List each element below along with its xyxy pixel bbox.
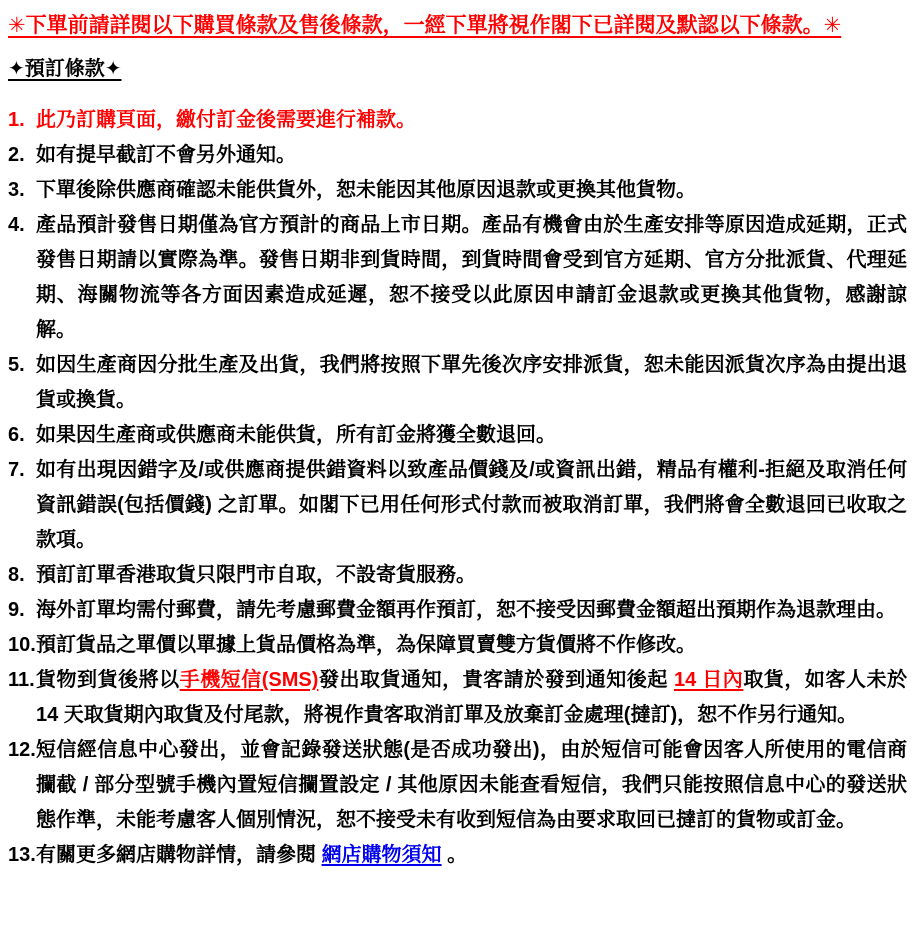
term-11-text-c: 取貨，如客人未於14 天取貨期內取貨及付尾款，將視作貴客取消訂單及放棄訂金處理(撻訂)，恕不作另行通知。	[36, 669, 907, 726]
term-number-8: 8.	[8, 564, 25, 586]
pickup-deadline-highlight: 14 日內	[673, 669, 744, 691]
section-title-row	[8, 56, 907, 82]
term-item-2	[8, 138, 907, 173]
term-item-3	[8, 173, 907, 208]
term-11-text-a: 貨物到貨後將以	[36, 669, 180, 691]
term-11-text-b: 發出取貨通知，貴客請於發到通知後起	[318, 669, 674, 691]
store-shopping-guide-link[interactable]: 網店購物須知	[321, 844, 442, 866]
term-number-9: 9.	[8, 599, 25, 621]
term-number-11: 11.	[8, 669, 35, 691]
term-12-text: 短信經信息中心發出，並會記錄發送狀態(是否成功發出)，由於短信可能會因客人所使用的電信商攔截 / 部分型號手機內置短信攔置設定 / 其他原因未能查看短信，我們只能按照信息中心的發送狀態作準，未能考慮客人個別情況，恕不接受未有收到短信為由要求取回已撻訂的貨物或訂金。	[36, 739, 907, 831]
term-item-9	[8, 593, 907, 628]
term-5-text: 如因生產商因分批生產及出貨，我們將按照下單先後次序安排派貨，恕未能因派貨次序為由提出退貨或換貨。	[36, 354, 907, 411]
term-2-text: 如有提早截訂不會另外通知。	[36, 144, 296, 166]
term-1-text: 此乃訂購頁面，繳付訂金後需要進行補款。	[36, 109, 416, 131]
term-item-12	[8, 733, 907, 838]
term-number-2: 2.	[8, 144, 25, 166]
term-number-7: 7.	[8, 459, 25, 481]
term-10-text: 預訂貨品之單價以單據上貨品價格為準，為保障買賣雙方貨價將不作修改。	[36, 634, 696, 656]
terms-list	[8, 103, 907, 873]
term-item-13	[8, 838, 907, 873]
term-7-text: 如有出現因錯字及/或供應商提供錯資料以致產品價錢及/或資訊出錯，精品有權利-拒絕及取消任何資訊錯誤(包括價錢) 之訂單。如閣下已用任何形式付款而被取消訂單，我們將會全數退回已收取之款項。	[36, 459, 907, 551]
term-13-text-a: 有關更多網店購物詳情，請參閱	[36, 844, 322, 866]
term-3-text: 下單後除供應商確認未能供貨外，恕未能因其他原因退款或更換其他貨物。	[36, 179, 696, 201]
sms-highlight: 手機短信(SMS)	[179, 669, 319, 691]
term-number-6: 6.	[8, 424, 25, 446]
term-item-8	[8, 558, 907, 593]
term-8-text: 預訂訂單香港取貨只限門市自取，不設寄貨服務。	[36, 564, 476, 586]
term-number-13: 13.	[8, 844, 36, 866]
term-item-11	[8, 663, 907, 733]
term-item-10	[8, 628, 907, 663]
term-13-text-b: 。	[441, 844, 468, 866]
term-4-text: 產品預計發售日期僅為官方預計的商品上市日期。產品有機會由於生產安排等原因造成延期，正式發售日期請以實際為準。發售日期非到貨時間，到貨時間會受到官方延期、官方分批派貨、代理延期、海關物流等各方面因素造成延遲，恕不接受以此原因申請訂金退款或更換其他貨物，感謝諒解。	[36, 214, 907, 341]
term-6-text: 如果因生產商或供應商未能供貨，所有訂金將獲全數退回。	[36, 424, 556, 446]
term-item-5	[8, 348, 907, 418]
term-number-4: 4.	[8, 214, 25, 236]
term-item-1	[8, 103, 907, 138]
term-item-6	[8, 418, 907, 453]
term-number-5: 5.	[8, 354, 25, 376]
term-item-4	[8, 208, 907, 348]
term-number-10: 10.	[8, 634, 36, 656]
term-9-text: 海外訂單均需付郵費，請先考慮郵費金額再作預訂，恕不接受因郵費金額超出預期作為退款理由。	[36, 599, 896, 621]
term-number-12: 12.	[8, 739, 36, 761]
purchase-notice-header: ✳下單前請詳閱以下購買條款及售後條款，一經下單將視作閣下已詳閱及默認以下條款。✳	[8, 14, 842, 37]
term-item-7	[8, 453, 907, 558]
preorder-terms-section-title: ✦預訂條款✦	[8, 58, 122, 80]
term-number-1: 1.	[8, 109, 25, 131]
term-number-3: 3.	[8, 179, 25, 201]
